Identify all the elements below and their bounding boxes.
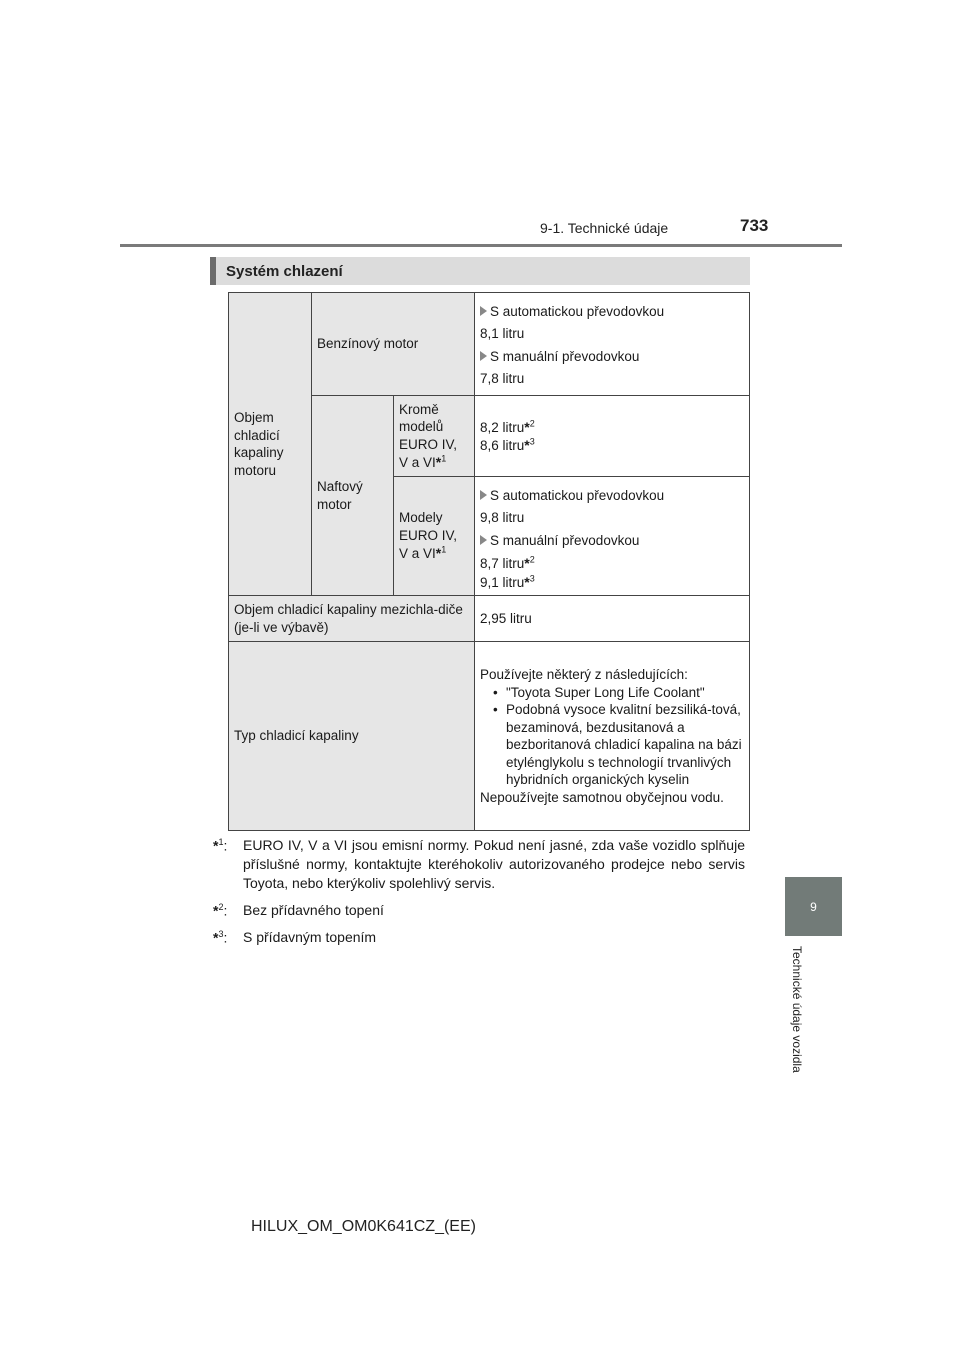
footnote-mark: *	[435, 454, 442, 471]
petrol-manual-label: S manuální převodovkou	[490, 349, 640, 365]
list-item: • Podobná vysoce kvalitní bezsiliká-tová, bezaminová, bezdusitanová a bezboritanová chladicí kapalina na bázi etylénglykolu s technologií trvanlivých hybridních organických kyselin	[506, 701, 744, 789]
diesel-euro-manual-value-2: 9,1 litru	[480, 574, 525, 590]
intercooler-value: 2,95 litru	[475, 596, 750, 642]
footnote-number: 1	[441, 453, 447, 464]
footnote-mark: *	[213, 902, 219, 919]
section-title: Systém chlazení	[226, 262, 343, 280]
diesel-non-euro-label: Kromě modelů EURO IV, V a VI	[399, 401, 458, 471]
coolant-type-intro: Používejte některý z následujících:	[480, 667, 688, 682]
footnote-number: 2	[529, 418, 535, 429]
footnote-number: 3	[218, 929, 224, 940]
footnote-text: S přídavným topením	[243, 929, 377, 946]
coolant-type-values	[475, 642, 750, 831]
page-number: 733	[740, 216, 769, 235]
triangle-bullet-icon	[480, 535, 487, 545]
table-row	[229, 293, 750, 396]
footnote-mark: *	[435, 545, 442, 562]
footnote-number: 1	[441, 544, 447, 555]
diesel-euro-label: Modely EURO IV, V a VI	[399, 510, 458, 562]
footnote-number: 3	[529, 436, 535, 447]
footnote-text: EURO IV, V a VI jsou emisní normy. Pokud není jasné, zda vaše vozidlo splňuje příslušné normy, kontaktujte kteréhokoliv autorizovaného prodejce nebo servis Toyota, nebo kterýkoliv spolehlivý servis.	[243, 837, 745, 891]
diesel-euro-auto-label: S automatickou převodovkou	[490, 488, 665, 504]
diesel-non-euro-value-1: 8,2 litru	[480, 419, 525, 435]
triangle-bullet-icon	[480, 306, 487, 316]
chapter-tab[interactable]	[785, 877, 842, 936]
petrol-engine-values	[475, 293, 750, 396]
footnote-mark: *	[524, 437, 530, 454]
triangle-bullet-icon	[480, 351, 487, 361]
list-item: • "Toyota Super Long Life Coolant"	[506, 684, 744, 702]
footnote: *$^3$: S přídavným topením	[213, 928, 745, 948]
diesel-engine-label: Naftový motor	[312, 396, 394, 596]
diesel-euro-manual-value-1: 8,7 litru	[480, 555, 525, 571]
footnote-number: 2	[529, 554, 535, 565]
engine-coolant-label: Objem chladicí kapaliny motoru	[229, 293, 312, 596]
footnote-mark: *	[524, 554, 530, 571]
chapter-number: 9	[810, 899, 817, 914]
section-title-accent	[210, 257, 216, 285]
footnote: *$^2$: Bez přídavného topení	[213, 901, 745, 921]
petrol-engine-label: Benzínový motor	[312, 293, 475, 396]
intercooler-label: Objem chladicí kapaliny mezichla-diče (je-li ve výbavě)	[229, 596, 475, 642]
header-divider	[120, 244, 842, 247]
footnote-number: 1	[218, 837, 224, 847]
footnote-number: 2	[218, 901, 224, 912]
table-row	[229, 642, 750, 831]
diesel-non-euro-cell	[394, 396, 475, 477]
chapter-label: Technické údaje vozidla	[790, 946, 804, 1073]
diesel-euro-cell	[394, 477, 475, 596]
diesel-euro-auto-value: 9,8 litru	[480, 509, 525, 525]
diesel-non-euro-value-2: 8,6 litru	[480, 438, 525, 454]
cooling-system-table	[228, 292, 750, 831]
coolant-warning: Nepoužívejte samotnou obyčejnou vodu.	[480, 789, 724, 805]
footnote-text: Bez přídavného topení	[243, 901, 384, 918]
coolant-options-list	[480, 684, 744, 789]
footnote-mark: *	[213, 837, 219, 854]
coolant-type-label: Typ chladicí kapaliny	[229, 642, 475, 831]
diesel-euro-manual-label: S manuální převodovkou	[490, 533, 640, 549]
table-row	[229, 596, 750, 642]
footnote-mark: *	[213, 929, 219, 946]
petrol-auto-value: 8,1 litru	[480, 325, 525, 341]
petrol-manual-value: 7,8 litru	[480, 370, 525, 386]
document-code: HILUX_OM_OM0K641CZ_(EE)	[251, 1218, 476, 1235]
section-title-bar	[210, 257, 750, 285]
footnote: *$^1$: EURO IV, V a VI jsou emisní normy. Pokud není jasné, zda vaše vozidlo splňuje příslušné normy, kontaktujte kteréhokoliv autorizovaného prodejce nebo servis Toyota, nebo kterýkoliv spolehlivý servis.	[213, 837, 745, 891]
triangle-bullet-icon	[480, 490, 487, 500]
petrol-auto-label: S automatickou převodovkou	[490, 304, 665, 319]
footnotes	[213, 836, 745, 956]
diesel-euro-values	[475, 477, 750, 596]
footnote-mark: *	[524, 573, 530, 590]
diesel-non-euro-values	[475, 396, 750, 477]
footnote-mark: *	[524, 418, 530, 435]
section-heading: 9-1. Technické údaje	[540, 220, 669, 236]
footnote-number: 3	[529, 573, 535, 583]
